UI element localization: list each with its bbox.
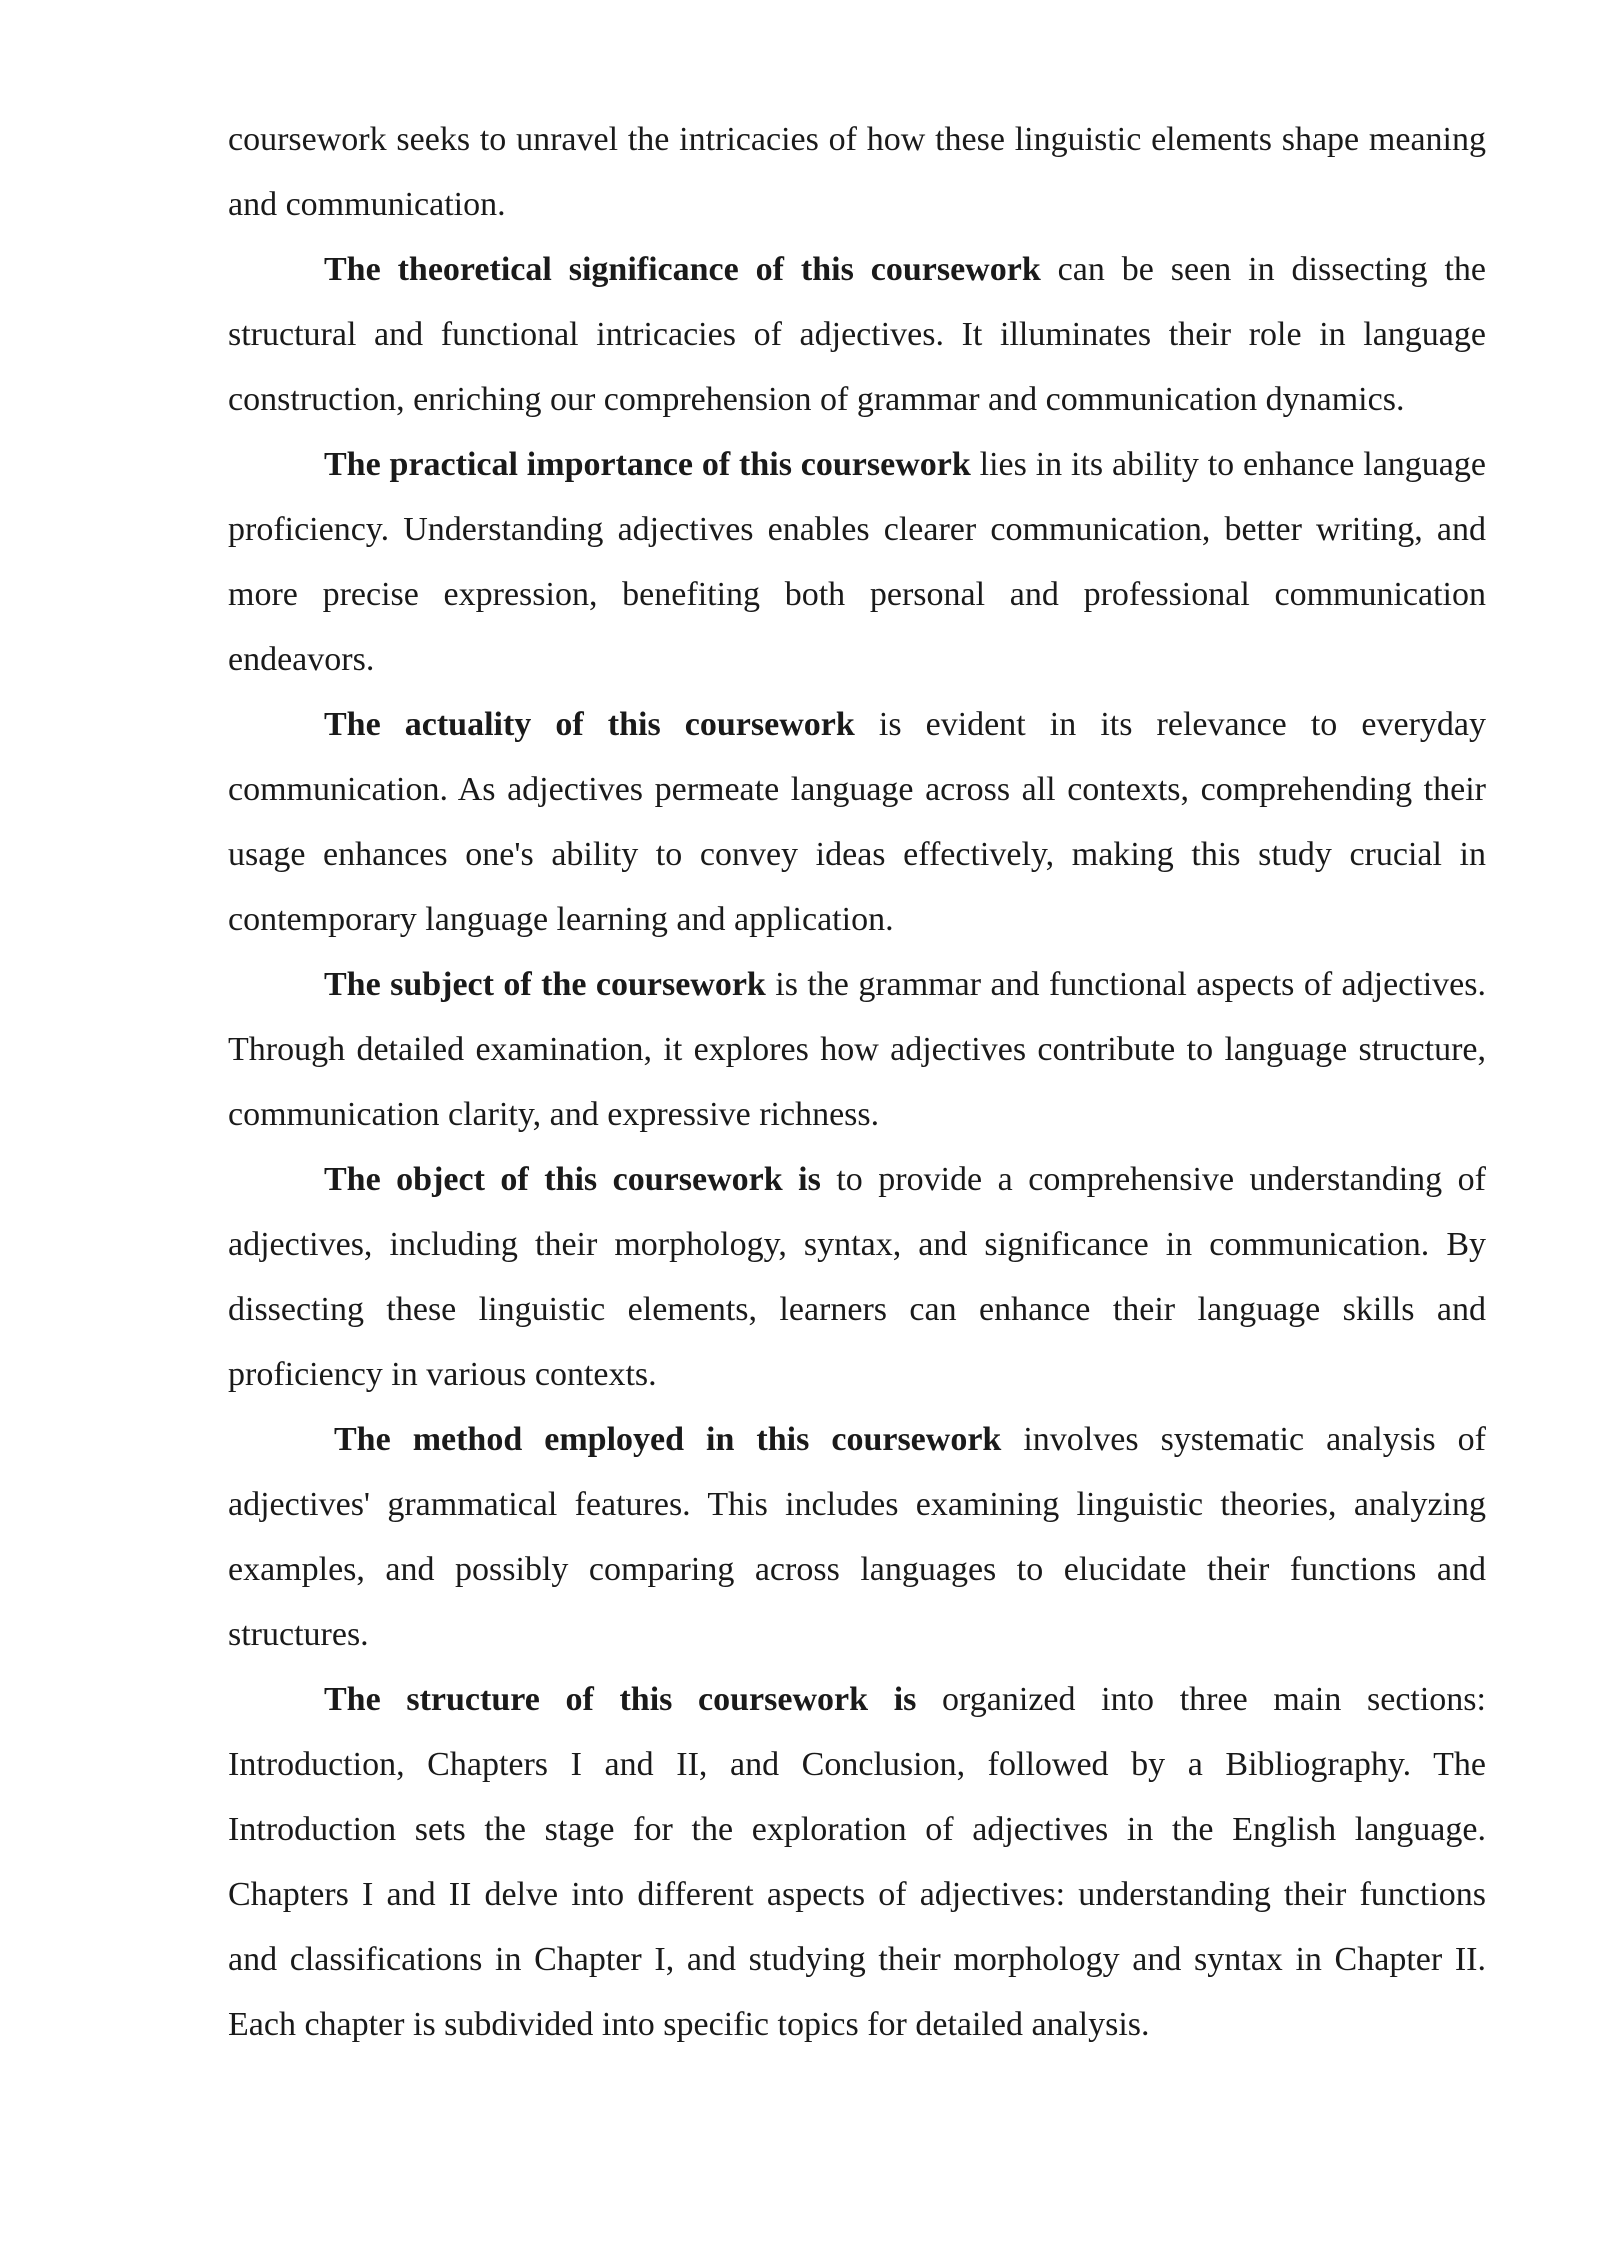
paragraph-theoretical-significance xyxy=(228,237,1486,432)
paragraph-text: is the grammar and functional aspects of adjectives. Through detailed examination, it explores how adjectives contribute to language structure, communication clarity, and expressive richness. xyxy=(228,966,1486,1133)
paragraph-actuality xyxy=(228,692,1486,952)
paragraph-lead: The theoretical significance of this coursework xyxy=(324,251,1041,288)
paragraph-text: organized into three main sections: Introduction, Chapters I and II, and Conclusion, followed by a Bibliography. The Introduction sets the stage for the exploration of adjectives in the English language. Chapters I and II delve into different aspects of adjectives: understanding their functions and classifications in Chapter I, and studying their morphology and syntax in Chapter II. Each chapter is subdivided into specific topics for detailed analysis. xyxy=(228,1681,1486,2043)
paragraph-text: to provide a comprehensive understanding of adjectives, including their morphology, syntax, and significance in communication. By dissecting these linguistic elements, learners can enhance their language skills and proficiency in various contexts. xyxy=(228,1161,1486,1393)
paragraph-lead: The method employed in this coursework xyxy=(334,1421,1002,1458)
paragraph-lead: The object of this coursework is xyxy=(324,1161,821,1198)
paragraph-object xyxy=(228,1147,1486,1407)
paragraph-subject xyxy=(228,952,1486,1147)
paragraph-lead: The structure of this coursework is xyxy=(324,1681,917,1718)
paragraph-lead: The practical importance of this coursework xyxy=(324,446,971,483)
paragraph-continuation xyxy=(228,107,1486,237)
paragraph-structure xyxy=(228,1667,1486,2057)
paragraph-lead: The actuality of this coursework xyxy=(324,706,855,743)
paragraph-practical-importance xyxy=(228,432,1486,692)
paragraph-method xyxy=(228,1407,1486,1667)
paragraph-text: involves systematic analysis of adjectives' grammatical features. This includes examining linguistic theories, analyzing examples, and possibly comparing across languages to elucidate their functions and structures. xyxy=(228,1421,1486,1653)
paragraph-text: is evident in its relevance to everyday communication. As adjectives permeate language across all contexts, comprehending their usage enhances one's ability to convey ideas effectively, making this study crucial in contemporary language learning and application. xyxy=(228,706,1486,938)
paragraph-text: lies in its ability to enhance language proficiency. Understanding adjectives enables clearer communication, better writing, and more precise expression, benefiting both personal and professional communication endeavors. xyxy=(228,446,1486,678)
paragraph-text: coursework seeks to unravel the intricacies of how these linguistic elements shape meaning and communication. xyxy=(228,121,1486,223)
paragraph-text: can be seen in dissecting the structural and functional intricacies of adjectives. It illuminates their role in language construction, enriching our comprehension of grammar and communication dynamics. xyxy=(228,251,1486,418)
paragraph-lead: The subject of the coursework xyxy=(324,966,766,1003)
document-page xyxy=(228,107,1486,2057)
